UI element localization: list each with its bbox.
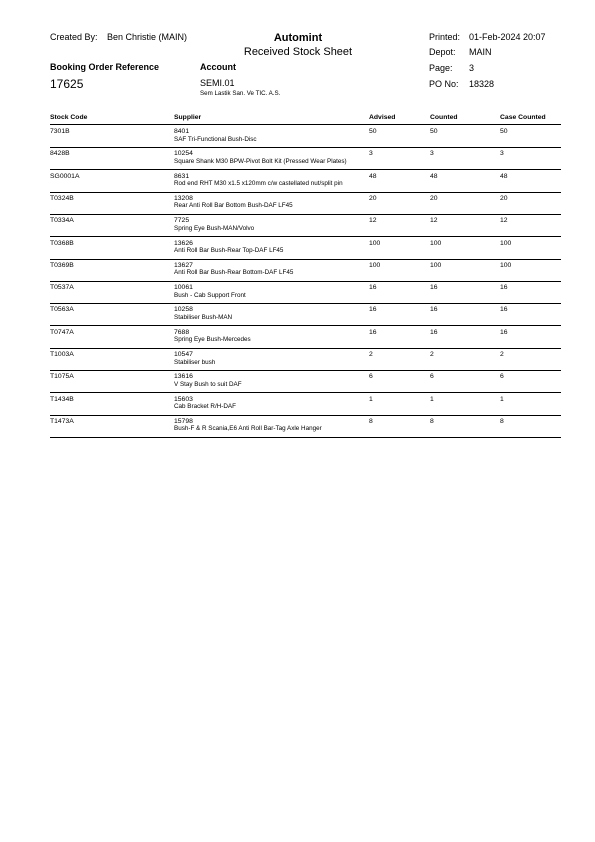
- stock-code-cell: T1003A: [50, 351, 74, 358]
- created-by-value: Ben Christie (MAIN): [107, 32, 188, 42]
- description-cell: Anti Roll Bar Bush-Rear Bottom-DAF LF45: [174, 269, 294, 277]
- row-divider: [50, 348, 561, 349]
- row-divider: [50, 259, 561, 260]
- case-counted-cell: 100: [500, 261, 512, 269]
- page-label: Page:: [429, 63, 453, 73]
- description-cell: Rod end RHT M30 x1.5 x120mm c/w castellated nut/split pin: [174, 180, 343, 188]
- counted-cell: 16: [430, 306, 438, 314]
- description-cell: Stabiliser Bush-MAN: [174, 313, 233, 321]
- case-counted-cell: 20: [500, 194, 508, 202]
- case-counted-cell: 16: [500, 284, 508, 292]
- advised-cell: 12: [369, 217, 377, 225]
- stock-code-cell: 7301B: [50, 128, 70, 135]
- advised-cell: 16: [369, 284, 377, 292]
- stock-code-cell: T1075A: [50, 373, 74, 381]
- row-divider: [50, 303, 561, 304]
- col-header-counted: Counted: [430, 114, 458, 121]
- advised-cell: 3: [369, 150, 373, 158]
- description-cell: Stabiliser bush: [174, 358, 216, 366]
- report-company-title: Automint: [273, 32, 323, 44]
- case-counted-cell: 48: [500, 172, 508, 180]
- row-divider: [50, 147, 561, 148]
- description-cell: Square Shank M30 BPW-Pivot Bolt Kit (Pressed Wear Plates): [174, 157, 347, 165]
- advised-cell: 100: [369, 239, 381, 247]
- row-divider: [50, 236, 561, 237]
- supplier-code-cell: 7725: [174, 217, 190, 225]
- description-cell: V Stay Bush to suit DAF: [174, 380, 242, 388]
- supplier-code-cell: 8631: [174, 172, 190, 180]
- report-subtitle: Received Stock Sheet: [243, 46, 353, 58]
- row-divider: [50, 214, 561, 215]
- supplier-code-cell: 13616: [174, 373, 193, 381]
- description-cell: Bush-F & R Scania,E6 Anti Roll Bar-Tag Axle Hanger: [174, 425, 322, 433]
- description-cell: SAF Tri-Functional Bush-Disc: [174, 135, 257, 143]
- stock-code-cell: T0368B: [50, 239, 74, 247]
- stock-code-cell: 8428B: [50, 150, 70, 158]
- stock-code-cell: T1473A: [50, 417, 74, 425]
- row-divider: [50, 192, 561, 193]
- stock-code-cell: SG0001A: [50, 172, 80, 180]
- account-code: SEMI.01: [200, 78, 235, 88]
- advised-cell: 20: [369, 194, 377, 202]
- supplier-code-cell: 7688: [174, 328, 190, 336]
- case-counted-cell: 8: [500, 417, 504, 425]
- supplier-code-cell: 13627: [174, 261, 193, 269]
- counted-cell: 16: [430, 284, 438, 292]
- counted-cell: 1: [430, 395, 434, 403]
- counted-cell: 8: [430, 417, 434, 425]
- stock-code-cell: T0369B: [50, 261, 74, 269]
- row-divider: [50, 325, 561, 326]
- supplier-code-cell: 10254: [174, 150, 193, 158]
- counted-cell: 100: [430, 239, 442, 247]
- counted-cell: 2: [430, 351, 434, 358]
- counted-cell: 3: [430, 150, 434, 158]
- case-counted-cell: 2: [500, 351, 504, 358]
- stock-code-cell: T1434B: [50, 395, 74, 403]
- stock-code-cell: T0324B: [50, 194, 74, 202]
- counted-cell: 12: [430, 217, 438, 225]
- case-counted-cell: 50: [500, 128, 508, 135]
- supplier-code-cell: 13208: [174, 194, 193, 202]
- counted-cell: 20: [430, 194, 438, 202]
- description-cell: Anti Roll Bar Bush-Rear Top-DAF LF45: [174, 247, 284, 254]
- row-divider: [50, 437, 561, 438]
- counted-cell: 16: [430, 328, 438, 336]
- row-divider: [50, 370, 561, 371]
- header-divider: [50, 124, 561, 125]
- counted-cell: 48: [430, 172, 438, 180]
- advised-cell: 16: [369, 328, 377, 336]
- case-counted-cell: 100: [500, 239, 512, 247]
- advised-cell: 6: [369, 373, 373, 381]
- case-counted-cell: 16: [500, 306, 508, 314]
- col-header-stock-code: Stock Code: [50, 114, 88, 121]
- advised-cell: 2: [369, 351, 373, 358]
- stock-code-cell: T0563A: [50, 306, 74, 314]
- case-counted-cell: 12: [500, 217, 508, 225]
- created-by-label: Created By:: [50, 32, 98, 42]
- po-value: 18328: [469, 79, 495, 89]
- printed-value: 01-Feb-2024 20:07: [469, 32, 546, 42]
- col-header-advised: Advised: [369, 114, 396, 121]
- stock-code-cell: T0334A: [50, 217, 74, 225]
- counted-cell: 6: [430, 373, 434, 381]
- booking-ref-value: 17625: [50, 77, 84, 91]
- case-counted-cell: 16: [500, 328, 508, 336]
- supplier-code-cell: 15798: [174, 417, 193, 425]
- stock-code-cell: T0537A: [50, 284, 74, 292]
- supplier-code-cell: 10547: [174, 351, 193, 358]
- description-cell: Spring Eye Bush-MAN/Volvo: [174, 224, 255, 232]
- depot-value: MAIN: [469, 47, 492, 57]
- row-divider: [50, 169, 561, 170]
- page-value: 3: [469, 63, 475, 73]
- col-header-supplier: Supplier: [174, 114, 202, 121]
- row-divider: [50, 392, 561, 393]
- advised-cell: 100: [369, 261, 381, 269]
- advised-cell: 8: [369, 417, 373, 425]
- printed-label: Printed:: [429, 32, 461, 42]
- description-cell: Bush - Cab Support Front: [174, 291, 246, 299]
- advised-cell: 48: [369, 172, 377, 180]
- advised-cell: 16: [369, 306, 377, 314]
- row-divider: [50, 281, 561, 282]
- supplier-code-cell: 13626: [174, 239, 193, 247]
- advised-cell: 50: [369, 128, 377, 135]
- supplier-code-cell: 15603: [174, 395, 193, 403]
- description-cell: Rear Anti Roll Bar Bottom Bush-DAF LF45: [174, 202, 293, 210]
- case-counted-cell: 1: [500, 395, 504, 403]
- case-counted-cell: 3: [500, 150, 504, 158]
- account-label: Account: [200, 62, 236, 72]
- depot-label: Depot:: [429, 47, 456, 57]
- supplier-code-cell: 8401: [174, 128, 190, 135]
- po-label: PO No:: [429, 79, 459, 89]
- advised-cell: 1: [369, 395, 373, 403]
- col-header-case-counted: Case Counted: [500, 114, 546, 121]
- supplier-code-cell: 10061: [174, 284, 193, 292]
- counted-cell: 50: [430, 128, 438, 135]
- case-counted-cell: 6: [500, 373, 504, 381]
- description-cell: Spring Eye Bush-Mercedes: [174, 336, 251, 344]
- booking-ref-label: Booking Order Reference: [50, 62, 160, 72]
- description-cell: Cab Bracket R/H-DAF: [174, 403, 236, 411]
- stock-code-cell: T0747A: [50, 328, 74, 336]
- counted-cell: 100: [430, 261, 442, 269]
- row-divider: [50, 415, 561, 416]
- account-name: Sem Lastik San. Ve TIC. A.S.: [200, 90, 281, 97]
- supplier-code-cell: 10258: [174, 306, 193, 314]
